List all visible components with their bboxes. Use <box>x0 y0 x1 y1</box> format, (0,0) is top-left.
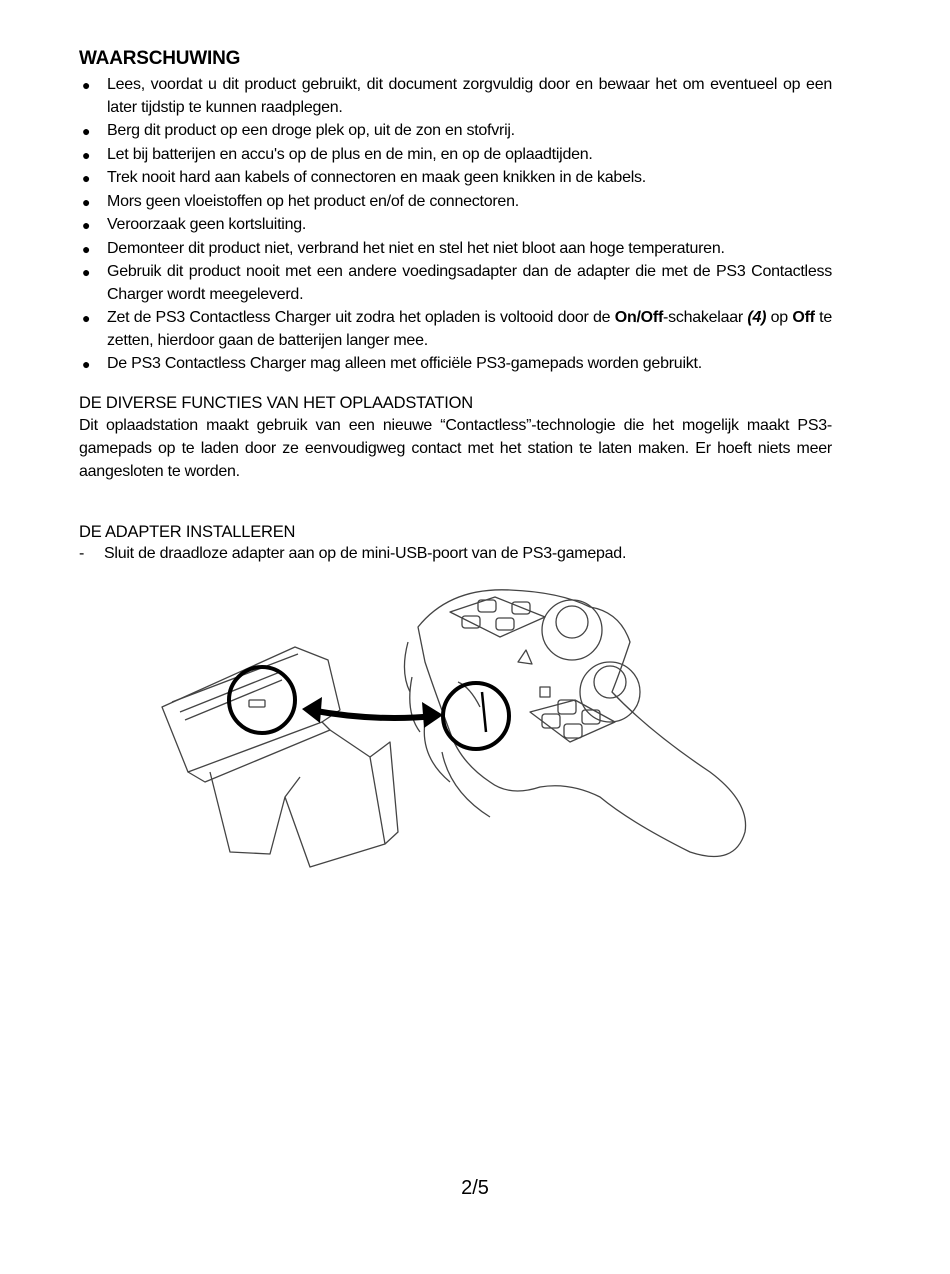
warning-item: ● Demonteer dit product niet, verbrand het niet en stel het niet bloot aan hoge temperaturen. <box>79 238 832 261</box>
bullet-icon: ● <box>82 356 91 372</box>
gamepad-illustration <box>404 590 745 857</box>
functions-heading: DE DIVERSE FUNCTIES VAN HET OPLAADSTATION <box>79 393 473 412</box>
bullet-icon: ● <box>82 193 91 210</box>
bullet-icon: ● <box>82 77 91 93</box>
warning-item: ● Berg dit product op een droge plek op, uit de zon en stofvrij. <box>79 120 832 143</box>
warning-item: ● Zet de PS3 Contactless Charger uit zodra het opladen is voltooid door de On/Off-schakelaar (4) op Off te zetten, hierdoor gaan de batterijen langer mee. <box>82 309 833 349</box>
bullet-icon: ● <box>82 146 91 163</box>
adapter-illustration <box>162 647 398 867</box>
bullet-icon: ● <box>82 310 91 326</box>
warning-item: ● De PS3 Contactless Charger mag alleen met officiële PS3-gamepads worden gebruikt. <box>79 353 832 376</box>
warning-item: ● Gebruik dit product nooit met een andere voedingsadapter dan de adapter die met de PS3 Contactless Charger wordt meegeleverd. <box>82 263 832 303</box>
bullet-icon: ● <box>82 240 91 257</box>
install-heading: DE ADAPTER INSTALLEREN <box>79 522 296 541</box>
bullet-icon: ● <box>82 217 91 233</box>
warning-item: ● Lees, voordat u dit product gebruikt, dit document zorgvuldig door en bewaar het om eventueel op een later tijdstip te kunnen raadplegen. <box>82 76 832 116</box>
content-column <box>79 48 832 565</box>
gamepad-port-callout-circle <box>443 683 509 749</box>
functions-body: Dit oplaadstation maakt gebruik van een nieuwe “Contactless”-technologie die het mogelijk maakt PS3-gamepads op te laden door ze eenvoudigweg contact met het station te laten maken. Er hoeft niets meer aangesloten te worden. <box>79 416 832 480</box>
warning-item: ● Let bij batterijen en accu's op de plus en de min, en op de oplaadtijden. <box>79 144 832 167</box>
bullet-icon: ● <box>82 123 91 139</box>
install-step: - Sluit de draadloze adapter aan op de mini-USB-poort van de PS3-gamepad. <box>79 544 627 562</box>
bullet-icon: ● <box>82 264 91 280</box>
warning-heading: WAARSCHUWING <box>79 48 241 69</box>
page-number: 2/5 <box>461 1177 489 1199</box>
warning-item: ● Trek nooit hard aan kabels of connectoren en maak geen knikken in de kabels. <box>79 167 832 190</box>
install-section <box>79 521 832 565</box>
warning-item: ● Veroorzaak geen kortsluiting. <box>79 214 832 237</box>
warning-item: ● Mors geen vloeistoffen op het product en/of de connectoren. <box>79 191 832 214</box>
adapter-gamepad-illustration <box>150 582 755 882</box>
functions-section <box>79 392 832 483</box>
warning-list <box>79 74 832 376</box>
bullet-icon: ● <box>82 170 91 186</box>
